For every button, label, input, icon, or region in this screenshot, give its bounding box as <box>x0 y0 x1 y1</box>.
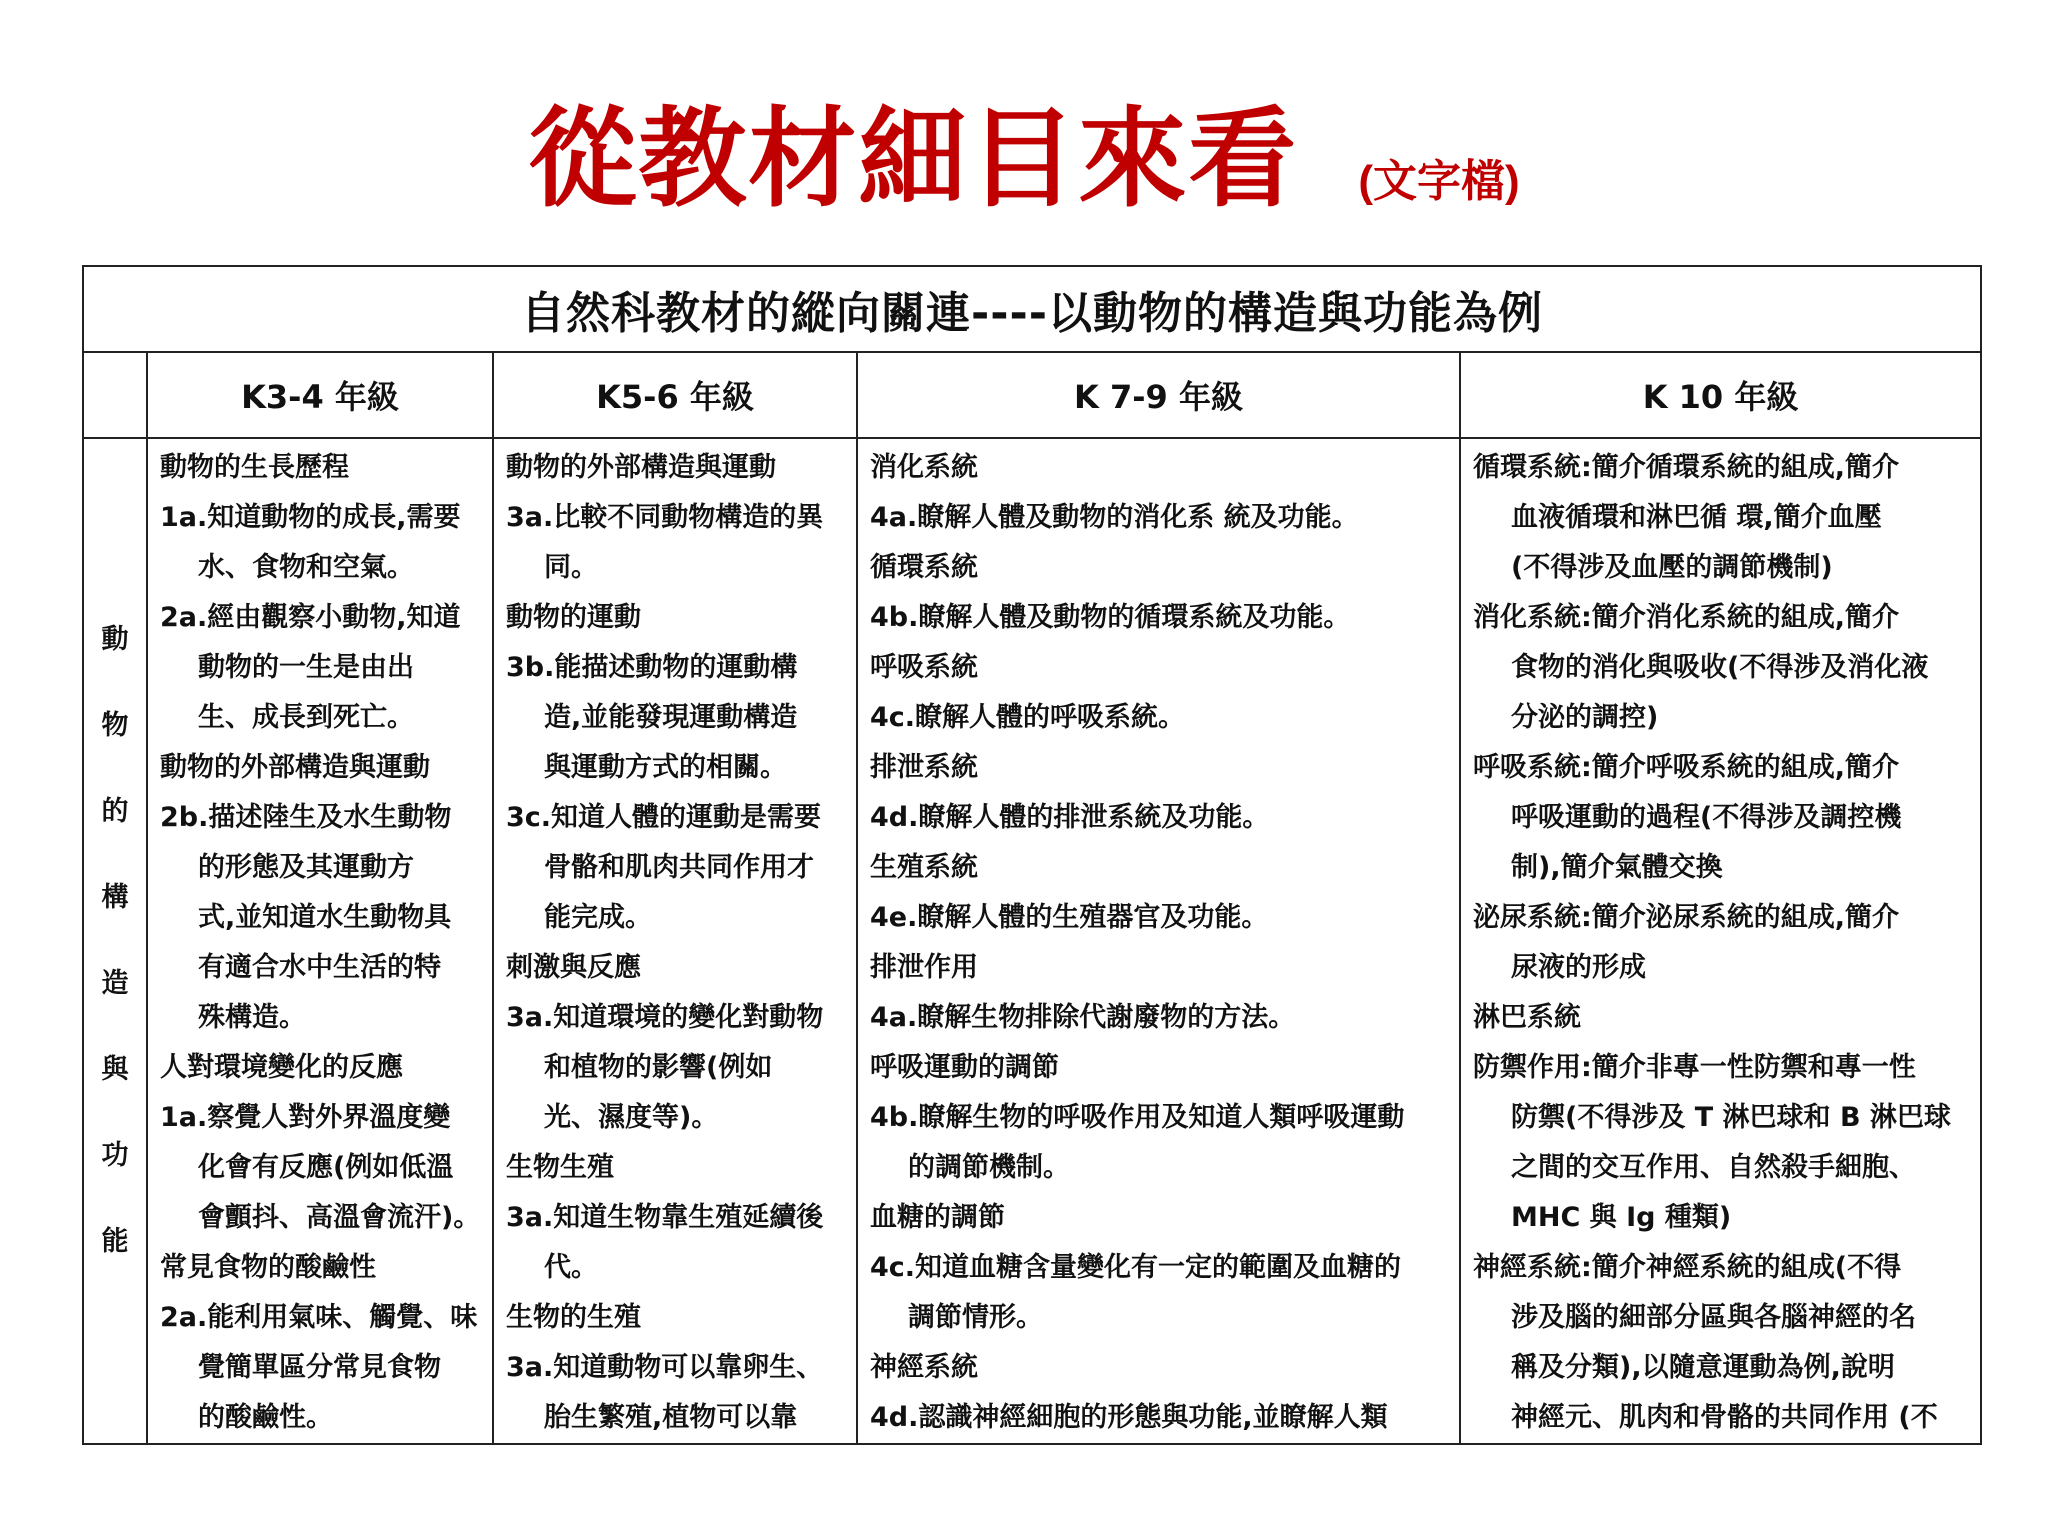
content-k3-4 <box>147 438 493 1444</box>
content-line: 血糖的調節 <box>870 1202 1005 1233</box>
side-label-char: 與 <box>101 1054 129 1085</box>
content-line: 呼吸系統:簡介呼吸系統的組成,簡介 <box>1473 752 1900 783</box>
content-line: 之間的交互作用、自然殺手細胞、 <box>1511 1152 1916 1183</box>
content-line: MHC 與 Ig 種類) <box>1511 1202 1732 1233</box>
content-line: 和植物的影響(例如 <box>544 1052 773 1083</box>
content-line: 1a.知道動物的成長,需要 <box>160 502 461 533</box>
content-line: 的形態及其運動方 <box>198 852 414 883</box>
content-line: 3b.能描述動物的運動構 <box>506 652 798 683</box>
header-k3-4: K3-4 年級 <box>147 352 493 438</box>
side-label-char: 構 <box>101 882 129 913</box>
side-label-char: 動 <box>101 624 129 655</box>
side-label <box>83 438 147 1444</box>
content-line: 泌尿系統:簡介泌尿系統的組成,簡介 <box>1473 902 1900 933</box>
content-k5-6 <box>493 438 857 1444</box>
content-line: 稱及分類),以隨意運動為例,說明 <box>1511 1352 1895 1383</box>
content-line: 代。 <box>544 1252 598 1283</box>
curriculum-table <box>82 265 1982 1445</box>
content-line: 會顫抖、高溫會流汗)。 <box>198 1202 481 1233</box>
content-line: 循環系統:簡介循環系統的組成,簡介 <box>1473 452 1900 483</box>
content-line: 神經系統:簡介神經系統的組成(不得 <box>1473 1252 1902 1283</box>
content-line: 4d.認識神經細胞的形態與功能,並瞭解人類 <box>870 1402 1388 1433</box>
content-line: 4c.瞭解人體的呼吸系統。 <box>870 702 1186 733</box>
content-line: 4e.瞭解人體的生殖器官及功能。 <box>870 902 1269 933</box>
content-line: 生殖系統 <box>870 852 978 883</box>
content-line: 1a.察覺人對外界溫度變 <box>160 1102 451 1133</box>
content-line: 3a.知道動物可以靠卵生、 <box>506 1352 824 1383</box>
content-line: 神經系統 <box>870 1352 978 1383</box>
content-line: 調節情形。 <box>908 1302 1043 1333</box>
content-line: 同。 <box>544 552 598 583</box>
content-line: 4b.瞭解生物的呼吸作用及知道人類呼吸運動 <box>870 1102 1405 1133</box>
table-caption: 自然科教材的縱向關連----以動物的構造與功能為例 <box>83 266 1981 352</box>
content-line: 的酸鹼性。 <box>198 1402 333 1433</box>
content-line: 防禦(不得涉及 T 淋巴球和 B 淋巴球 <box>1511 1102 1951 1133</box>
content-line: 殊構造。 <box>198 1002 306 1033</box>
content-line: 造,並能發現運動構造 <box>544 702 798 733</box>
content-line: 3a.知道環境的變化對動物 <box>506 1002 824 1033</box>
content-line: 與運動方式的相關。 <box>544 752 787 783</box>
content-line: 2a.經由觀察小動物,知道 <box>160 602 461 633</box>
content-line: 3c.知道人體的運動是需要 <box>506 802 822 833</box>
content-line: 淋巴系統 <box>1473 1002 1581 1033</box>
content-line: 生物生殖 <box>506 1152 614 1183</box>
content-line: 動物的外部構造與運動 <box>160 752 430 783</box>
content-line: 消化系統:簡介消化系統的組成,簡介 <box>1473 602 1900 633</box>
content-line: 防禦作用:簡介非專一性防禦和專一性 <box>1473 1052 1916 1083</box>
content-line: 生物的生殖 <box>506 1302 641 1333</box>
content-line: 化會有反應(例如低溫 <box>198 1152 454 1183</box>
side-label-char: 能 <box>101 1226 129 1257</box>
content-line: 刺激與反應 <box>506 952 641 983</box>
side-label-char: 功 <box>101 1140 129 1171</box>
content-line: 動物的一生是由出 <box>198 652 414 683</box>
content-line: 4d.瞭解人體的排泄系統及功能。 <box>870 802 1270 833</box>
content-line: 分泌的調控) <box>1511 702 1659 733</box>
content-line: 動物的生長歷程 <box>160 452 349 483</box>
side-label-char: 物 <box>101 710 129 741</box>
header-corner <box>83 352 147 438</box>
content-line: 骨骼和肌肉共同作用才 <box>544 852 814 883</box>
content-line: 食物的消化與吸收(不得涉及消化液 <box>1511 652 1929 683</box>
content-line: 循環系統 <box>870 552 978 583</box>
content-line: 呼吸運動的調節 <box>870 1052 1059 1083</box>
content-line: 4b.瞭解人體及動物的循環系統及功能。 <box>870 602 1351 633</box>
content-line: 排泄作用 <box>870 952 978 983</box>
content-line: 人對環境變化的反應 <box>160 1052 403 1083</box>
side-label-char: 的 <box>101 796 129 827</box>
content-line: 水、食物和空氣。 <box>198 552 414 583</box>
slide-title-subtitle: (文字檔) <box>1358 157 1520 206</box>
header-k5-6: K5-6 年級 <box>493 352 857 438</box>
content-line: 光、濕度等)。 <box>544 1102 719 1133</box>
content-line: 呼吸系統 <box>870 652 978 683</box>
slide-title-main: 從教材細目來看 <box>528 97 1299 222</box>
content-line: 4c.知道血糖含量變化有一定的範圍及血糖的 <box>870 1252 1402 1283</box>
content-line: 尿液的形成 <box>1511 952 1646 983</box>
content-line: 3a.知道生物靠生殖延續後 <box>506 1202 824 1233</box>
content-line: 2a.能利用氣味、觸覺、味 <box>160 1302 478 1333</box>
content-line: 的調節機制。 <box>908 1152 1070 1183</box>
content-k10 <box>1460 438 1981 1444</box>
content-line: 排泄系統 <box>870 752 978 783</box>
content-line: 胎生繁殖,植物可以靠 <box>544 1402 798 1433</box>
content-line: 動物的運動 <box>506 602 641 633</box>
header-k10: K 10 年級 <box>1460 352 1981 438</box>
content-line: 覺簡單區分常見食物 <box>198 1352 441 1383</box>
content-line: 4a.瞭解生物排除代謝廢物的方法。 <box>870 1002 1296 1033</box>
content-line: 生、成長到死亡。 <box>198 702 414 733</box>
content-line: 制),簡介氣體交換 <box>1511 852 1723 883</box>
content-line: 3a.比較不同動物構造的異 <box>506 502 824 533</box>
slide-title <box>0 72 2048 227</box>
content-line: 血液循環和淋巴循 環,簡介血壓 <box>1511 502 1882 533</box>
content-line: 消化系統 <box>870 452 978 483</box>
content-line: 呼吸運動的過程(不得涉及調控機 <box>1511 802 1902 833</box>
content-line: 涉及腦的細部分區與各腦神經的名 <box>1511 1302 1916 1333</box>
content-line: 式,並知道水生動物具 <box>198 902 452 933</box>
side-label-char: 造 <box>101 968 129 999</box>
content-line: 能完成。 <box>544 902 652 933</box>
content-line: 神經元、肌肉和骨骼的共同作用 (不 <box>1511 1402 1938 1433</box>
content-line: (不得涉及血壓的調節機制) <box>1511 552 1833 583</box>
content-line: 有適合水中生活的特 <box>198 952 441 983</box>
content-line: 2b.描述陸生及水生動物 <box>160 802 452 833</box>
content-line: 4a.瞭解人體及動物的消化系 統及功能。 <box>870 502 1359 533</box>
header-k7-9: K 7-9 年級 <box>857 352 1460 438</box>
content-k7-9 <box>857 438 1460 1444</box>
content-line: 常見食物的酸鹼性 <box>160 1252 376 1283</box>
content-line: 動物的外部構造與運動 <box>506 452 776 483</box>
